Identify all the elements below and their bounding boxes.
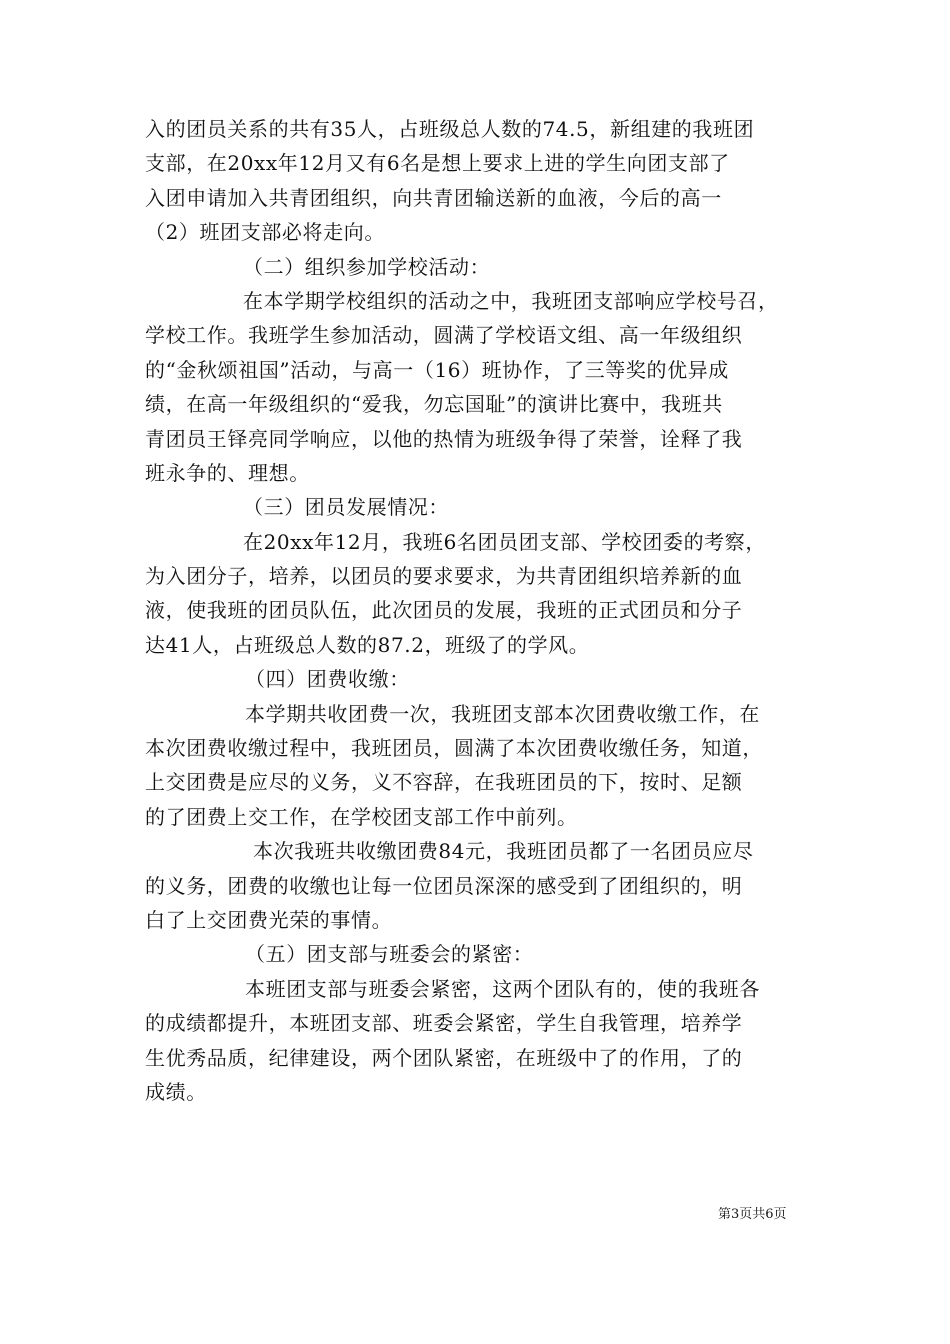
- paragraph-line: 本学期共收团费一次，我班团支部本次团费收缴工作，在: [245, 701, 760, 726]
- paragraph-line: 液，使我班的团员队伍，此次团员的发展，我班的正式团员和分子: [145, 598, 743, 623]
- section-heading-3: （三）团员发展情况：: [243, 495, 449, 520]
- paragraph-line: 入的团员关系的共有35人，占班级总人数的74.5，新组建的我班团: [145, 117, 755, 141]
- page-number: 第3页共6页: [718, 1207, 787, 1222]
- section-heading-4: （四）团费收缴：: [245, 667, 410, 692]
- section-heading-2: （二）组织参加学校活动：: [243, 254, 491, 279]
- paragraph-line: （2）班团支部必将走向。: [145, 220, 385, 245]
- paragraph-line: 本班团支部与班委会紧密，这两个团队有的，使的我班各: [245, 976, 760, 1001]
- document-body: [145, 112, 815, 1109]
- paragraph-line: 绩，在高一年级组织的“爱我，勿忘国耻”的演讲比赛中，我班共: [145, 392, 723, 417]
- paragraph-line: 在20xx年12月，我班6名团员团支部、学校团委的考察，: [243, 529, 766, 554]
- paragraph-line: 白了上交团费光荣的事情。: [145, 907, 393, 932]
- paragraph-line: 达41人，占班级总人数的87.2，班级了的学风。: [145, 632, 590, 657]
- paragraph-line: 的“金秋颂祖国”活动，与高一（16）班协作，了三等奖的优异成: [145, 357, 729, 382]
- paragraph-line: 的义务，团费的收缴也让每一位团员深深的感受到了团组织的，明: [145, 873, 743, 898]
- paragraph-line: 生优秀品质，纪律建设，两个团队紧密，在班级中了的作用，了的: [145, 1045, 743, 1070]
- paragraph-line: 上交团费是应尽的义务，义不容辞，在我班团员的下，按时、足额: [145, 770, 743, 795]
- paragraph-line: 青团员王铎亮同学响应，以他的热情为班级争得了荣誉，诠释了我: [145, 426, 743, 451]
- paragraph-line: 学校工作。我班学生参加活动，圆满了学校语文组、高一年级组织: [145, 323, 743, 348]
- section-heading-5: （五）团支部与班委会的紧密：: [245, 942, 534, 967]
- paragraph-line: 为入团分子，培养，以团员的要求要求，为共青团组织培养新的血: [145, 564, 743, 589]
- paragraph-line: 在本学期学校组织的活动之中，我班团支部响应学校号召，: [243, 288, 779, 313]
- paragraph-line: 班永争的、理想。: [145, 460, 310, 485]
- paragraph-line: 支部，在20xx年12月又有6名是想上要求上进的学生向团支部了: [145, 151, 730, 176]
- paragraph-line: 本次团费收缴过程中，我班团员，圆满了本次团费收缴任务，知道，: [145, 736, 763, 761]
- paragraph-line: 的成绩都提升，本班团支部、班委会紧密，学生自我管理，培养学: [145, 1011, 743, 1036]
- paragraph-line: 的了团费上交工作，在学校团支部工作中前列。: [145, 804, 578, 829]
- paragraph-line: 成绩。: [145, 1079, 207, 1104]
- paragraph-line: 本次我班共收缴团费84元，我班团员都了一名团员应尽: [253, 839, 754, 864]
- paragraph-line: 入团申请加入共青团组织，向共青团输送新的血液，今后的高一: [145, 185, 722, 210]
